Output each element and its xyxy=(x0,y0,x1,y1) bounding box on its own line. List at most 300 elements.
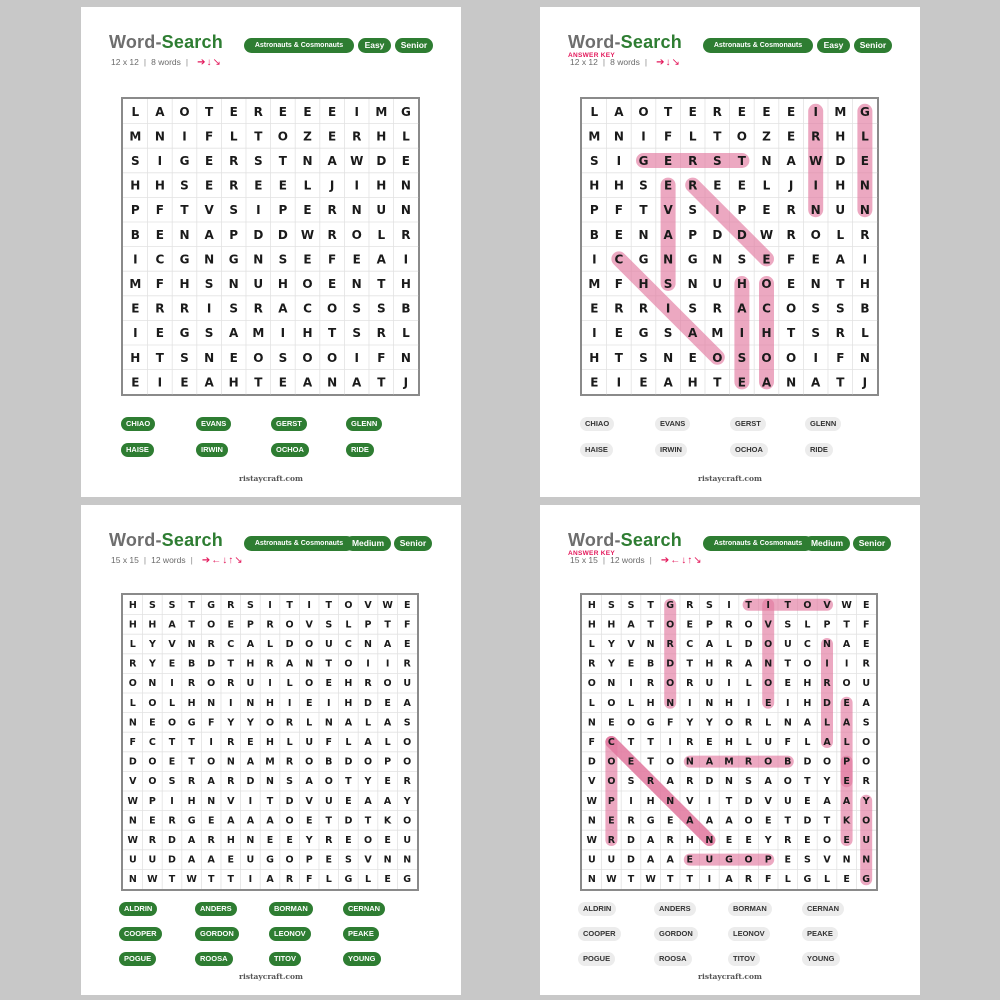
worksheet-medium-answer-key xyxy=(540,505,920,995)
grid-letter: C xyxy=(148,737,156,748)
difficulty-badge: Easy xyxy=(817,38,850,53)
grid-letter: A xyxy=(705,815,714,827)
grid-letter: Y xyxy=(705,717,713,729)
grid-letter: U xyxy=(324,795,333,807)
grid-letter: T xyxy=(205,104,214,119)
grid-letter: F xyxy=(614,203,624,218)
grid-letter: E xyxy=(286,835,293,846)
grid-letter: I xyxy=(385,658,390,670)
grid-letter: R xyxy=(352,129,362,144)
page-title xyxy=(109,32,223,53)
grid-letter: S xyxy=(180,350,189,365)
grid-letter: O xyxy=(285,854,294,866)
grid-letter: S xyxy=(253,154,263,168)
grid-letter: C xyxy=(607,737,615,748)
grid-letter: P xyxy=(589,203,599,218)
grid-letter: T xyxy=(207,874,215,886)
grid-letter: A xyxy=(688,326,698,341)
grid-letter: N xyxy=(364,639,372,650)
grid-letter: R xyxy=(285,717,294,729)
grid-letter: S xyxy=(246,599,254,611)
word-list-item: LEONOV xyxy=(269,927,311,941)
grid-letter: S xyxy=(745,776,753,788)
grid-letter: H xyxy=(344,678,353,690)
grid-letter: F xyxy=(327,252,337,267)
grid-letter: E xyxy=(278,178,288,193)
grid-letter: A xyxy=(761,375,772,390)
audience-badge: Senior xyxy=(854,38,892,53)
grid-letter: G xyxy=(862,874,871,886)
grid-letter: J xyxy=(862,375,868,390)
grid-letter: N xyxy=(842,854,851,866)
grid-letter: S xyxy=(712,154,722,168)
grid-letter: L xyxy=(588,697,595,709)
grid-letter: E xyxy=(745,835,752,846)
grid-letter: O xyxy=(128,678,137,690)
grid-letter: T xyxy=(787,326,796,341)
grid-letter: A xyxy=(204,375,214,390)
grid-letter: G xyxy=(228,252,239,267)
grid-letter: I xyxy=(592,326,597,341)
grid-letter: E xyxy=(131,301,140,316)
grid-letter: E xyxy=(204,178,214,193)
grid-letter: Y xyxy=(823,776,831,788)
grid-letter: N xyxy=(859,350,870,365)
grid-letter: H xyxy=(687,375,698,390)
grid-letter: R xyxy=(627,815,635,827)
grid-letter: H xyxy=(761,326,772,341)
word-list-item: RIDE xyxy=(805,443,833,457)
grid-letter: T xyxy=(188,756,195,768)
grid-letter: S xyxy=(229,301,239,316)
grid-letter: N xyxy=(810,203,821,218)
grid-letter: I xyxy=(182,129,187,144)
page-title xyxy=(109,530,223,551)
grid-letter: H xyxy=(344,697,353,709)
grid-letter: E xyxy=(327,277,337,291)
word-list-item: BORMAN xyxy=(269,902,313,916)
grid-letter: S xyxy=(204,277,214,291)
grid-letter: E xyxy=(860,154,870,168)
grid-letter: A xyxy=(403,697,411,709)
grid-letter: D xyxy=(253,227,264,242)
grid-letter: T xyxy=(686,874,694,886)
grid-letter: O xyxy=(253,350,264,365)
grid-letter: N xyxy=(810,277,821,291)
grid-letter: Y xyxy=(764,835,772,846)
grid-letter: E xyxy=(155,227,165,242)
grid-letter: S xyxy=(229,203,239,218)
grid-letter: R xyxy=(744,874,753,886)
grid-letter: N xyxy=(128,874,137,886)
grid-letter: R xyxy=(401,227,411,242)
grid-letter: L xyxy=(590,104,599,119)
grid-letter: N xyxy=(638,227,649,242)
grid-letter: W xyxy=(127,835,139,846)
grid-letter: I xyxy=(256,203,261,218)
site-footer: ristaycraft.com xyxy=(239,972,303,981)
grid-letter: F xyxy=(663,129,673,144)
grid-letter: V xyxy=(305,795,313,807)
grid-letter: U xyxy=(148,854,157,866)
word-list-item: GLENN xyxy=(346,417,382,431)
grid-letter: U xyxy=(403,678,412,690)
grid-letter: O xyxy=(277,129,289,144)
word-list-item: ROOSA xyxy=(654,952,692,966)
grid-letter: E xyxy=(247,737,254,748)
grid-letter: E xyxy=(663,154,673,168)
grid-letter: L xyxy=(843,737,850,748)
grid-letter: O xyxy=(265,717,275,729)
grid-letter: L xyxy=(131,104,140,119)
grid-letter: T xyxy=(823,815,831,827)
grid-letter: T xyxy=(666,874,674,886)
difficulty-badge: Medium xyxy=(804,536,850,551)
grid-letter: R xyxy=(786,203,796,218)
grid-letter: P xyxy=(688,227,698,242)
grid-letter: C xyxy=(803,639,811,650)
grid-letter: E xyxy=(149,815,156,827)
grid-letter: L xyxy=(345,737,352,748)
grid-letter: F xyxy=(377,350,386,365)
grid-letter: N xyxy=(266,776,274,788)
grid-letter: E xyxy=(804,795,811,807)
grid-letter: E xyxy=(843,835,850,846)
grid-letter: A xyxy=(786,154,796,168)
grid-letter: U xyxy=(783,795,792,807)
grid-letter: V xyxy=(588,776,596,788)
grid-letter: O xyxy=(761,277,772,291)
grid-letter: E xyxy=(786,277,796,291)
grid-letter: H xyxy=(725,737,733,748)
grid-letter: L xyxy=(688,129,697,144)
grid-canvas xyxy=(582,99,877,394)
puzzle-meta xyxy=(111,555,244,566)
grid-letter: V xyxy=(627,639,635,650)
grid-letter: R xyxy=(129,658,137,670)
word-list-item: CHIAO xyxy=(121,417,155,431)
grid-letter: T xyxy=(325,658,333,670)
grid-letter: O xyxy=(403,737,412,748)
grid-letter: M xyxy=(711,326,724,341)
grid-letter: O xyxy=(638,104,649,119)
grid-letter: I xyxy=(616,154,622,168)
separator: | xyxy=(143,57,147,67)
grid-letter: E xyxy=(303,252,312,267)
grid-letter: S xyxy=(286,776,294,788)
grid-letter: E xyxy=(168,756,176,768)
grid-letter: H xyxy=(587,619,596,631)
grid-letter: A xyxy=(229,326,239,341)
grid-letter: A xyxy=(725,815,733,827)
grid-letter: A xyxy=(666,854,674,866)
grid-letter: Y xyxy=(862,795,870,807)
grid-letter: A xyxy=(383,717,392,729)
grid-letter: T xyxy=(647,737,654,748)
grid-letter: L xyxy=(229,129,238,144)
word-list-item: GLENN xyxy=(805,417,841,431)
grid-letter: I xyxy=(366,658,370,670)
grid-letter: N xyxy=(128,815,137,827)
grid-letter: E xyxy=(155,326,165,341)
word-list-item: POGUE xyxy=(578,952,615,966)
grid-letter: F xyxy=(325,737,333,748)
grid-letter: I xyxy=(727,599,731,611)
grid-letter: O xyxy=(326,350,338,365)
grid-letter: U xyxy=(835,203,846,218)
grid-letter: O xyxy=(326,301,338,316)
worksheet-easy-answer-key xyxy=(540,7,920,497)
grid-letter: A xyxy=(168,619,176,631)
grid-letter: N xyxy=(712,252,723,267)
grid-letter: I xyxy=(813,104,818,119)
grid-letter: O xyxy=(305,678,314,690)
grid-letter: L xyxy=(325,874,332,886)
grid-letter: G xyxy=(403,874,412,886)
grid-letter: E xyxy=(227,854,235,866)
grid-letter: T xyxy=(713,375,722,390)
grid-letter: A xyxy=(614,104,624,119)
grid-letter: A xyxy=(842,639,851,650)
grid-letter: O xyxy=(324,776,333,788)
grid-letter: T xyxy=(804,776,811,788)
grid-letter: I xyxy=(746,697,751,709)
grid-letter: D xyxy=(277,227,288,242)
grid-letter: E xyxy=(862,639,870,650)
puzzle-meta xyxy=(570,57,681,68)
grid-letter: L xyxy=(804,619,811,631)
grid-letter: M xyxy=(252,326,265,341)
grid-letter: R xyxy=(229,154,239,168)
grid-letter: D xyxy=(627,835,635,846)
separator: | xyxy=(644,57,648,67)
grid-letter: I xyxy=(287,697,292,709)
grid-letter: T xyxy=(188,619,195,631)
grid-letter: U xyxy=(705,854,714,866)
grid-letter: D xyxy=(285,795,294,807)
grid-letter: T xyxy=(664,104,673,119)
grid-letter: R xyxy=(179,301,190,316)
grid-letter: O xyxy=(363,756,373,768)
grid-letter: U xyxy=(705,678,714,690)
grid-letter: A xyxy=(207,776,215,788)
grid-letter: H xyxy=(589,178,600,193)
grid-letter: L xyxy=(402,326,410,341)
grid-letter: N xyxy=(823,639,831,650)
grid-letter: A xyxy=(266,815,274,827)
grid-letter: O xyxy=(305,639,314,650)
grid-letter: O xyxy=(207,678,216,690)
grid-letter: F xyxy=(786,252,796,267)
grid-letter: R xyxy=(227,776,235,788)
grid-letter: E xyxy=(254,178,263,193)
grid-letter: F xyxy=(588,737,596,748)
grid-letter: F xyxy=(204,129,214,144)
word-list-item: EVANS xyxy=(196,417,231,431)
grid-letter: E xyxy=(305,815,313,827)
grid-letter: G xyxy=(187,717,196,729)
word-list-item: POGUE xyxy=(119,952,156,966)
grid-letter: E xyxy=(843,874,850,886)
grid-letter: N xyxy=(253,252,264,267)
grid-letter: E xyxy=(384,874,391,886)
grid-letter: O xyxy=(764,678,773,690)
grid-letter: E xyxy=(608,815,615,827)
grid-letter: E xyxy=(786,129,796,144)
grid-letter: U xyxy=(862,835,871,846)
word-count: 12 words xyxy=(610,555,645,565)
grid-letter: E xyxy=(180,375,189,390)
grid-letter: R xyxy=(862,658,870,670)
grid-letter: S xyxy=(639,350,648,365)
grid-letter: R xyxy=(253,301,263,316)
grid-letter: N xyxy=(761,154,772,168)
grid-letter: N xyxy=(859,178,870,193)
grid-letter: I xyxy=(616,375,622,390)
grid-letter: E xyxy=(764,697,772,709)
grid-letter: E xyxy=(786,104,796,119)
grid-letter: N xyxy=(207,795,216,807)
grid-letter: E xyxy=(384,776,391,788)
grid-letter: A xyxy=(663,227,673,242)
grid-letter: B xyxy=(401,301,411,316)
grid-letter: G xyxy=(187,815,196,827)
grid-letter: L xyxy=(303,178,312,193)
grid-letter: V xyxy=(364,599,372,611)
grid-letter: R xyxy=(148,835,157,846)
grid-letter: P xyxy=(246,619,254,631)
grid-letter: L xyxy=(129,697,136,709)
grid-letter: O xyxy=(383,678,392,690)
grid-letter: H xyxy=(613,178,624,193)
grid-letter: U xyxy=(246,678,255,690)
grid-letter: N xyxy=(400,350,411,365)
grid-letter: U xyxy=(376,203,387,218)
grid-letter: G xyxy=(179,326,190,341)
answer-key-label: ANSWER KEY xyxy=(568,550,616,557)
grid-letter: L xyxy=(823,874,831,886)
grid-letter: U xyxy=(783,639,792,650)
grid-letter: R xyxy=(646,776,655,788)
grid-letter: O xyxy=(302,277,313,291)
word-list-item: COOPER xyxy=(119,927,162,941)
grid-letter: T xyxy=(647,599,654,611)
grid-letter: I xyxy=(354,104,359,119)
grid-letter: S xyxy=(204,326,214,341)
grid-letter: E xyxy=(784,854,792,866)
grid-letter: H xyxy=(638,277,649,291)
grid-letter: C xyxy=(686,639,694,650)
grid-letter: A xyxy=(376,252,386,267)
word-list-item: CERNAN xyxy=(343,902,385,916)
grid-letter: L xyxy=(384,737,391,748)
grid-letter: A xyxy=(646,835,655,846)
grid-letter: I xyxy=(739,326,745,341)
grid-letter: N xyxy=(351,277,362,291)
title-word: Word- xyxy=(109,530,162,550)
grid-letter: R xyxy=(403,776,411,788)
grid-letter: H xyxy=(607,619,616,631)
grid-letter: A xyxy=(842,717,851,729)
grid-letter: E xyxy=(762,203,771,218)
grid-letter: R xyxy=(403,658,411,670)
grid-letter: O xyxy=(724,717,734,729)
grid-letter: P xyxy=(705,619,713,631)
grid-letter: I xyxy=(665,301,671,316)
grid-letter: A xyxy=(305,776,313,788)
grid-letter: L xyxy=(129,639,136,650)
grid-letter: R xyxy=(744,756,753,768)
grid-letter: E xyxy=(278,104,288,119)
grid-letter: R xyxy=(187,678,196,690)
grid-letter: Y xyxy=(246,717,254,729)
grid-letter: O xyxy=(744,854,753,866)
grid-letter: O xyxy=(344,658,353,670)
grid-letter: D xyxy=(344,756,353,768)
grid-letter: E xyxy=(627,658,635,670)
grid-letter: E xyxy=(737,104,747,119)
grid-letter: R xyxy=(686,599,694,611)
word-count: 8 words xyxy=(610,57,640,67)
grid-letter: O xyxy=(167,717,177,729)
grid-letter: A xyxy=(383,795,392,807)
grid-letter: P xyxy=(764,854,772,866)
grid-letter: I xyxy=(844,658,849,670)
grid-letter: S xyxy=(663,277,673,291)
grid-letter: A xyxy=(364,795,372,807)
grid-letter: G xyxy=(179,154,190,168)
grid-letter: A xyxy=(278,301,288,316)
grid-letter: G xyxy=(638,154,649,168)
grid-letter: G xyxy=(266,854,274,866)
grid-letter: V xyxy=(204,203,214,218)
grid-letter: N xyxy=(128,717,137,729)
grid-letter: T xyxy=(325,599,333,611)
grid-letter: U xyxy=(324,639,333,650)
grid-letter: A xyxy=(764,776,772,788)
grid-letter: O xyxy=(783,776,792,788)
grid-letter: V xyxy=(663,203,673,218)
grid-letter: O xyxy=(351,227,362,242)
grid-letter: R xyxy=(688,154,698,168)
direction-arrows-icon: ➔↓↘ xyxy=(656,57,681,68)
grid-letter: R xyxy=(327,203,337,218)
grid-letter: U xyxy=(403,835,412,846)
grid-letter: S xyxy=(325,619,333,631)
grid-letter: O xyxy=(607,756,616,768)
letter-grid xyxy=(121,97,420,396)
grid-letter: T xyxy=(713,129,722,144)
grid-letter: T xyxy=(168,737,176,748)
grid-letter: N xyxy=(646,639,655,650)
grid-letter: L xyxy=(745,678,752,690)
grid-letter: Y xyxy=(364,776,372,788)
grid-letter: O xyxy=(403,756,412,768)
word-list-item: ALDRIN xyxy=(119,902,157,916)
grid-letter: R xyxy=(588,658,596,670)
grid-letter: A xyxy=(663,375,673,390)
grid-letter: E xyxy=(762,104,771,119)
grid-letter: W xyxy=(759,227,774,242)
grid-letter: G xyxy=(666,599,675,611)
grid-letter: S xyxy=(148,599,156,611)
word-list-item: RIDE xyxy=(346,443,374,457)
grid-letter: T xyxy=(345,776,352,788)
grid-letter: R xyxy=(712,104,722,119)
grid-letter: N xyxy=(327,375,338,390)
grid-letter: P xyxy=(229,227,239,242)
grid-letter: L xyxy=(306,717,313,729)
